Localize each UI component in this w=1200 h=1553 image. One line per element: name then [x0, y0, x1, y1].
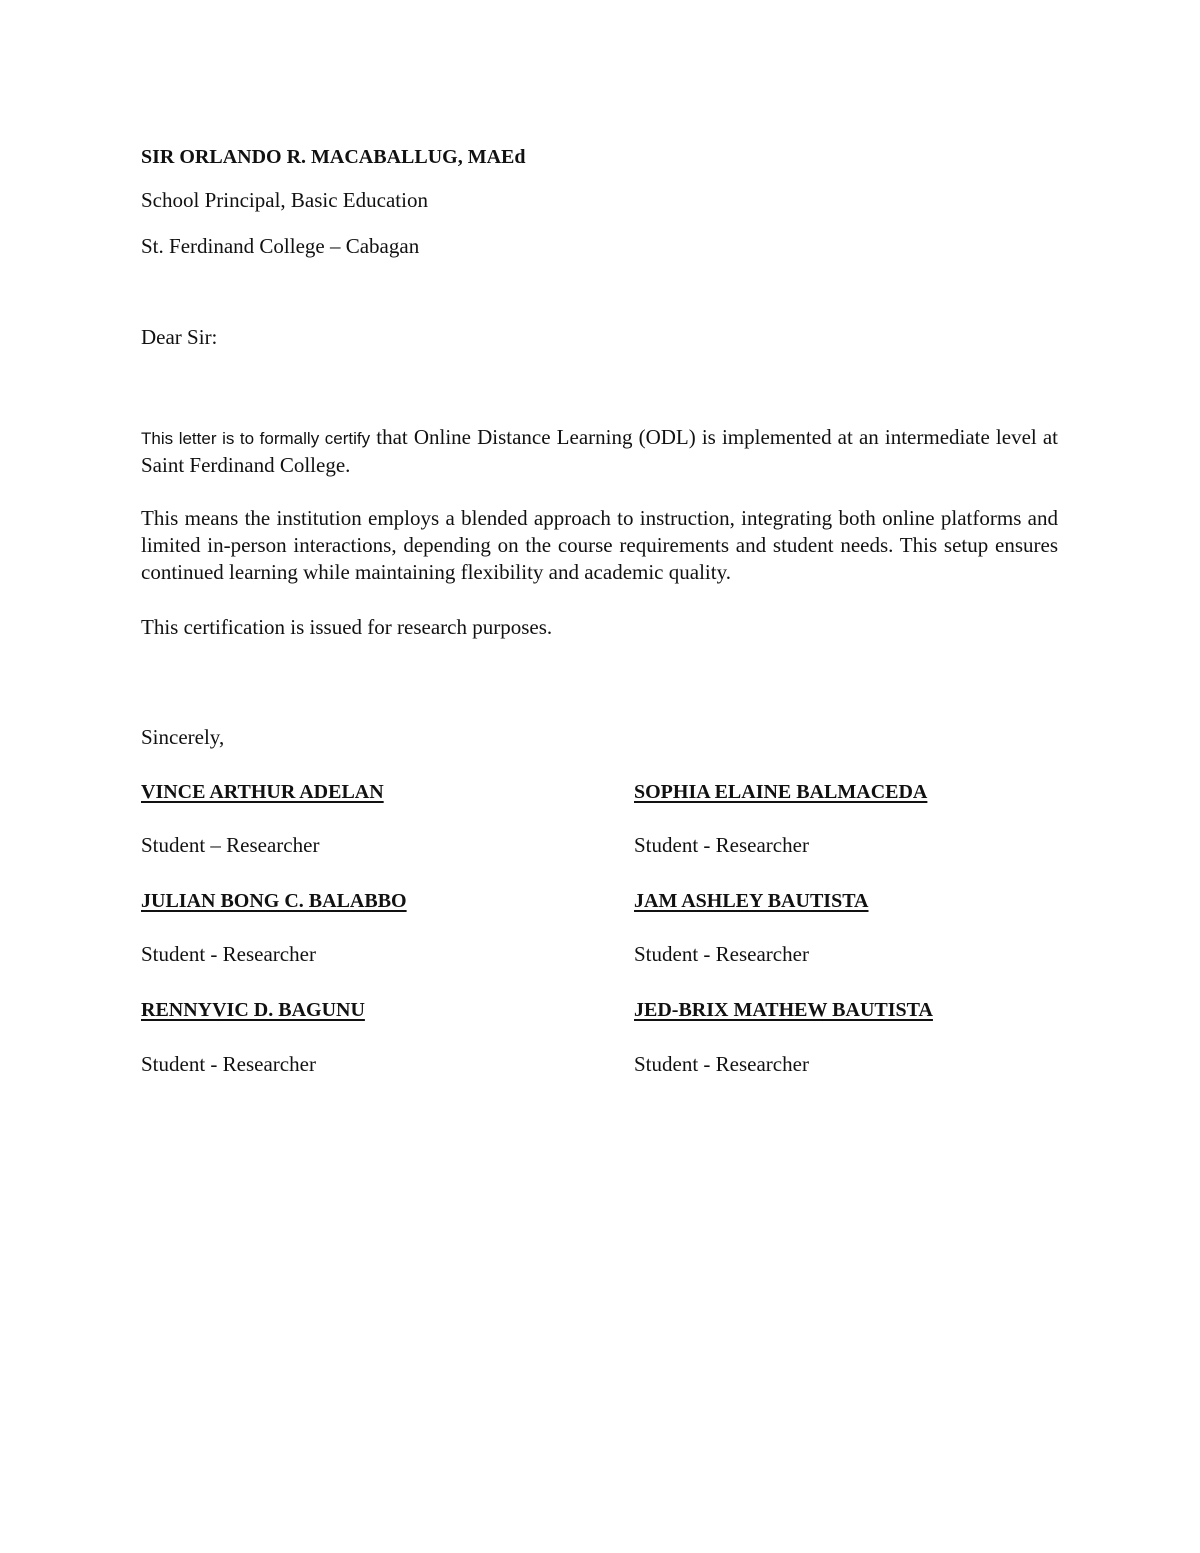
signatory-name: JED-BRIX MATHEW BAUTISTA	[634, 999, 933, 1021]
signatory-role: Student – Researcher	[141, 833, 320, 857]
salutation: Dear Sir:	[141, 325, 218, 349]
paragraph-1-lead: This letter is to formally certify	[141, 429, 371, 448]
signatory-role: Student - Researcher	[634, 1052, 809, 1076]
recipient-organization: St. Ferdinand College – Cabagan	[141, 234, 420, 258]
signatory-role: Student - Researcher	[634, 942, 809, 966]
signatory-name: JULIAN BONG C. BALABBO	[141, 890, 407, 912]
signatory-role: Student - Researcher	[141, 1052, 316, 1076]
signatory-name: VINCE ARTHUR ADELAN	[141, 781, 384, 803]
signatory-role: Student - Researcher	[141, 942, 316, 966]
closing: Sincerely,	[141, 725, 225, 749]
body-paragraph-2: This means the institution employs a blended approach to instruction, integrating both online platforms and limited in-person interactions, depending on the course requirements and student needs. This setup ensures continued learning while maintaining flexibility and academic quality.	[141, 506, 1058, 584]
signatory-name: SOPHIA ELAINE BALMACEDA	[634, 781, 928, 803]
signatory-name: RENNYVIC D. BAGUNU	[141, 999, 365, 1021]
paragraph-1-rest: that Online Distance Learning (ODL) is implemented at an intermediate level at Saint Ferdinand College.	[141, 425, 1059, 477]
body-paragraph-1	[141, 424, 1058, 479]
signatory-name: JAM ASHLEY BAUTISTA	[634, 890, 869, 912]
recipient-name: SIR ORLANDO R. MACABALLUG, MAEd	[141, 146, 526, 168]
body-paragraph-3: This certification is issued for research purposes.	[141, 615, 553, 639]
signatory-role: Student - Researcher	[634, 833, 809, 857]
recipient-title: School Principal, Basic Education	[141, 188, 428, 212]
